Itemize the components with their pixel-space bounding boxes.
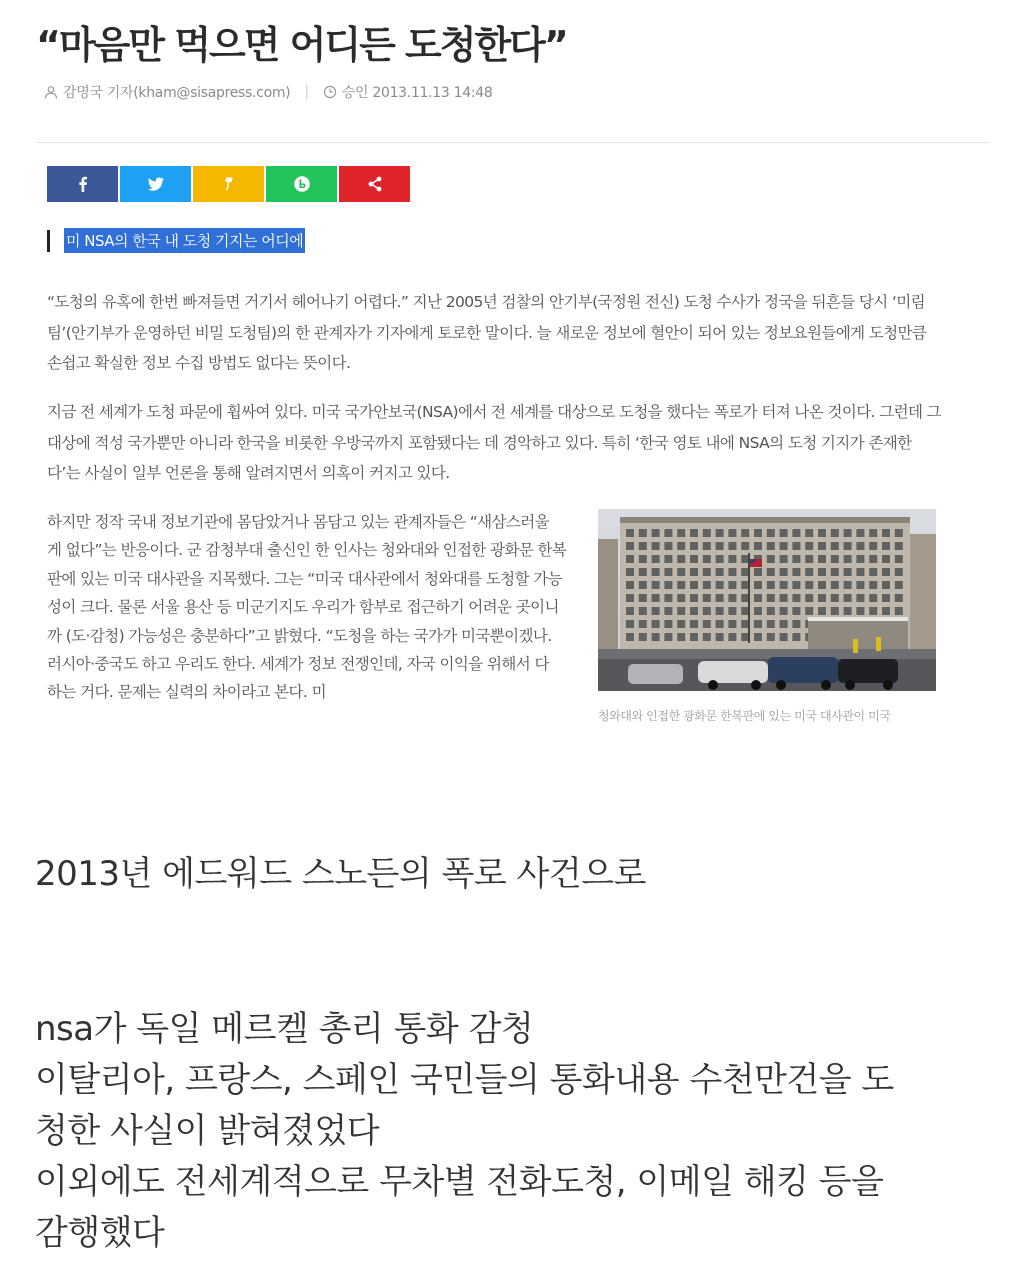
building-window	[664, 529, 672, 537]
building-window	[728, 568, 736, 576]
building-window	[703, 555, 711, 563]
clock-icon	[323, 85, 337, 99]
author-byline: 감명국 기자(kham@sisapress.com)	[63, 85, 291, 101]
building-window	[856, 542, 864, 550]
building-window	[716, 633, 724, 641]
building-window	[728, 607, 736, 615]
building-window	[664, 594, 672, 602]
building-window	[664, 633, 672, 641]
twitter-share-button[interactable]	[120, 166, 191, 202]
building-window	[792, 607, 800, 615]
building-window	[767, 568, 775, 576]
kakaostory-icon	[220, 175, 238, 193]
building-window	[690, 555, 698, 563]
building-window	[652, 633, 660, 641]
building-window	[882, 555, 890, 563]
building-window	[805, 568, 813, 576]
building-window	[703, 607, 711, 615]
building-window	[728, 555, 736, 563]
building-window	[716, 555, 724, 563]
article-paragraph-1: “도청의 유혹에 한번 빠져들면 거기서 헤어나기 어렵다.” 지난 2005년 검찰의 안기부(국정원 전신) 도청 수사가 정국을 뒤흔들 당시 ‘미림팀’(안기부가 운영하던 비밀 도청팀)의 한 관계자가 기자에게 토로한 말이다. 늘 새로운 정보에 혈안이 되어 있는 정보요원들에게 도청만큼 손쉽고 확실한 정보 수집 방법도 없다는 뜻이다.	[47, 293, 927, 372]
building-window	[767, 620, 775, 628]
building-window	[856, 594, 864, 602]
building-window	[792, 581, 800, 589]
building-window	[780, 620, 788, 628]
building-window	[856, 555, 864, 563]
building-window	[703, 542, 711, 550]
building-window	[690, 542, 698, 550]
building-window	[703, 620, 711, 628]
building-window	[716, 620, 724, 628]
building-window	[895, 542, 903, 550]
building-window	[677, 620, 685, 628]
building-window	[780, 529, 788, 537]
building-window	[882, 542, 890, 550]
building-window	[767, 529, 775, 537]
building-window	[639, 607, 647, 615]
building-window	[728, 594, 736, 602]
building-window	[818, 581, 826, 589]
photo-caption: 청와대와 인접한 광화문 한복판에 있는 미국 대사관이 미국	[598, 709, 891, 723]
article-headline: “마음만 먹으면 어디든 도청한다”	[36, 23, 567, 67]
building-window	[728, 581, 736, 589]
building-window	[780, 568, 788, 576]
building-window	[856, 581, 864, 589]
kakaostory-share-button[interactable]	[193, 166, 264, 202]
building-window	[831, 555, 839, 563]
band-icon	[293, 175, 311, 193]
building-window	[882, 581, 890, 589]
building-window	[780, 555, 788, 563]
building-window	[818, 555, 826, 563]
building-window	[767, 542, 775, 550]
building-window	[652, 542, 660, 550]
building-window	[677, 568, 685, 576]
building-window	[792, 633, 800, 641]
building-window	[754, 620, 762, 628]
building-window	[844, 568, 852, 576]
building-window	[882, 607, 890, 615]
facebook-share-button[interactable]	[47, 166, 118, 202]
building-window	[780, 633, 788, 641]
building-window	[716, 594, 724, 602]
building-window	[792, 542, 800, 550]
building-window	[690, 633, 698, 641]
building-window	[754, 607, 762, 615]
facebook-icon	[74, 175, 92, 193]
building-window	[741, 542, 749, 550]
building-window	[818, 568, 826, 576]
building-window	[664, 568, 672, 576]
meta-divider: |	[304, 84, 309, 100]
building-window	[677, 594, 685, 602]
building-window	[767, 594, 775, 602]
building-window	[805, 607, 813, 615]
subheading-text: 미 NSA의 한국 내 도청 기지는 어디에	[64, 228, 305, 253]
building-window	[869, 542, 877, 550]
building-window	[805, 581, 813, 589]
building-window	[767, 607, 775, 615]
building-window	[844, 594, 852, 602]
commentary-line-1: 2013년 에드워드 스노든의 폭로 사건으로	[35, 854, 646, 894]
building-window	[652, 555, 660, 563]
building-window	[792, 594, 800, 602]
building-window	[716, 568, 724, 576]
building-window	[805, 594, 813, 602]
user-icon	[44, 85, 58, 99]
building-window	[754, 594, 762, 602]
building-window	[780, 542, 788, 550]
building-window	[831, 568, 839, 576]
building-window	[895, 581, 903, 589]
building-window	[664, 607, 672, 615]
building-window	[639, 633, 647, 641]
building-window	[664, 542, 672, 550]
building-window	[677, 529, 685, 537]
building-window	[754, 542, 762, 550]
building-window	[869, 594, 877, 602]
building-window	[626, 529, 634, 537]
article-paragraph-3: 하지만 정작 국내 정보기관에 몸담았거나 몸담고 있는 관계자들은 “새삼스러울 게 없다”는 반응이다. 군 감청부대 출신인 한 인사는 청와대와 인접한 광화문 한복판에 있는 미국 대사관을 지목했다. 그는 “미국 대사관에서 청와대를 도청할 가능성이 크다. 물론 서울 용산 등 미군기지도 우리가 함부로 접근하기 어려운 곳이니까 (도·감청) 가능성은 충분하다”고 밝혔다. “도청을 하는 국가가 미국뿐이겠나. 러시아·중국도 하고 우리도 한다. 세계가 정보 전쟁인데, 자국 이익을 위해서 다 하는 거다. 문제는 실력의 차이라고 본다. 미	[47, 513, 567, 702]
building-window	[626, 633, 634, 641]
building-window	[818, 594, 826, 602]
building-window	[639, 620, 647, 628]
building-window	[626, 555, 634, 563]
twitter-icon	[147, 175, 165, 193]
building-window	[856, 529, 864, 537]
building-window	[818, 607, 826, 615]
building-window	[728, 633, 736, 641]
building-window	[639, 581, 647, 589]
building-window	[754, 633, 762, 641]
building-window	[780, 594, 788, 602]
building-window	[792, 620, 800, 628]
building-window	[831, 607, 839, 615]
building-window	[652, 581, 660, 589]
building-window	[652, 607, 660, 615]
building-window	[664, 581, 672, 589]
building-window	[792, 529, 800, 537]
building-window	[690, 568, 698, 576]
building-window	[780, 607, 788, 615]
building-window	[882, 594, 890, 602]
building-window	[677, 542, 685, 550]
commentary-line: 감행했다	[35, 1213, 165, 1253]
us-embassy-photo	[598, 509, 936, 691]
building-window	[767, 555, 775, 563]
building-window	[652, 594, 660, 602]
building-window	[831, 581, 839, 589]
building-window	[792, 555, 800, 563]
building-window	[703, 568, 711, 576]
building-window	[869, 555, 877, 563]
building-window	[895, 568, 903, 576]
building-window	[831, 542, 839, 550]
building-window	[626, 581, 634, 589]
building-window	[728, 529, 736, 537]
building-window	[767, 581, 775, 589]
building-window	[856, 568, 864, 576]
building-window	[639, 555, 647, 563]
building-window	[652, 620, 660, 628]
building-window	[639, 568, 647, 576]
building-window	[703, 594, 711, 602]
building-window	[690, 607, 698, 615]
building-window	[869, 529, 877, 537]
building-window	[844, 581, 852, 589]
building-window	[716, 542, 724, 550]
building-window	[728, 620, 736, 628]
building-window	[767, 633, 775, 641]
share-button[interactable]	[339, 166, 410, 202]
building-window	[882, 529, 890, 537]
building-window	[677, 555, 685, 563]
building-window	[895, 607, 903, 615]
building-window	[703, 633, 711, 641]
building-window	[703, 529, 711, 537]
building-window	[677, 633, 685, 641]
building-window	[639, 594, 647, 602]
building-window	[741, 529, 749, 537]
building-window	[652, 568, 660, 576]
building-window	[677, 581, 685, 589]
building-window	[626, 594, 634, 602]
subheading-marker	[47, 230, 50, 252]
building-window	[831, 594, 839, 602]
building-window	[754, 581, 762, 589]
embassy-building-illustration	[598, 509, 936, 691]
building-window	[818, 542, 826, 550]
building-window	[639, 529, 647, 537]
building-window	[716, 607, 724, 615]
building-window	[805, 555, 813, 563]
building-window	[626, 542, 634, 550]
building-window	[664, 620, 672, 628]
building-window	[626, 607, 634, 615]
building-window	[754, 568, 762, 576]
article-subheading	[47, 228, 305, 253]
building-window	[844, 542, 852, 550]
publish-date: 승인 2013.11.13 14:48	[341, 85, 493, 101]
share-icon	[366, 175, 384, 193]
building-window	[677, 607, 685, 615]
building-window	[792, 568, 800, 576]
building-window	[664, 555, 672, 563]
building-window	[895, 594, 903, 602]
building-window	[690, 529, 698, 537]
building-window	[690, 594, 698, 602]
building-window	[818, 529, 826, 537]
building-window	[639, 542, 647, 550]
share-bar	[47, 166, 410, 202]
building-window	[869, 607, 877, 615]
header-divider	[36, 142, 990, 143]
article-meta	[44, 82, 493, 102]
building-window	[728, 542, 736, 550]
building-window	[895, 529, 903, 537]
building-window	[716, 581, 724, 589]
building-window	[716, 529, 724, 537]
building-window	[844, 555, 852, 563]
building-window	[844, 607, 852, 615]
building-window	[690, 620, 698, 628]
commentary-line: nsa가 독일 메르켈 총리 통화 감청	[35, 1009, 534, 1049]
article-paragraph-2: 지금 전 세계가 도청 파문에 휩싸여 있다. 미국 국가안보국(NSA)에서 전 세계를 대상으로 도청을 했다는 폭로가 터져 나온 것이다. 그런데 그 대상에 적성 국가뿐만 아니라 한국을 비롯한 우방국까지 포함됐다는 데 경악하고 있다. 특히 ‘한국 영토 내에 NSA의 도청 기지가 존재한다’는 사실이 일부 언론을 통해 알려지면서 의혹이 커지고 있다.	[47, 403, 942, 482]
building-window	[856, 607, 864, 615]
building-window	[626, 568, 634, 576]
commentary-line: 청한 사실이 밝혀졌었다	[35, 1111, 380, 1151]
building-window	[703, 581, 711, 589]
building-window	[882, 568, 890, 576]
building-window	[626, 620, 634, 628]
commentary-line: 이탈리아, 프랑스, 스페인 국민들의 통화내용 수천만건을 도	[35, 1060, 894, 1100]
building-window	[652, 529, 660, 537]
building-window	[690, 581, 698, 589]
building-window	[754, 529, 762, 537]
commentary-block	[35, 1004, 894, 1259]
building-window	[831, 529, 839, 537]
building-window	[805, 542, 813, 550]
building-window	[844, 529, 852, 537]
commentary-line: 이외에도 전세계적으로 무차별 전화도청, 이메일 해킹 등을	[35, 1162, 884, 1202]
building-window	[895, 555, 903, 563]
building-window	[869, 581, 877, 589]
building-window	[780, 581, 788, 589]
band-share-button[interactable]	[266, 166, 337, 202]
building-window	[869, 568, 877, 576]
building-window	[805, 529, 813, 537]
